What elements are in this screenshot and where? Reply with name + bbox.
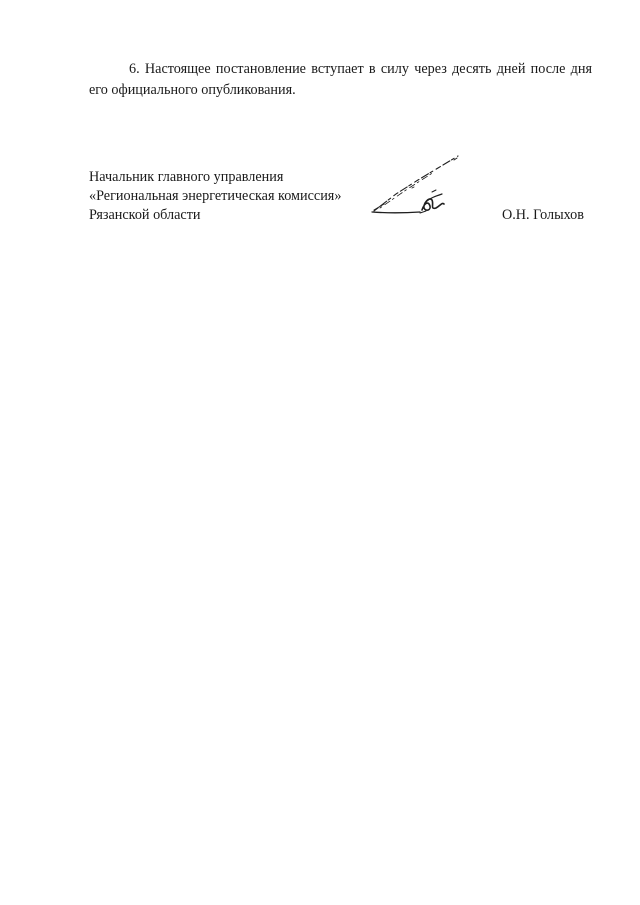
position-line-3: Рязанской области xyxy=(89,207,201,223)
position-line-2: «Региональная энергетическая комиссия» xyxy=(89,188,342,204)
signatory-name: О.Н. Голыхов xyxy=(502,207,584,223)
position-line-1: Начальник главного управления xyxy=(89,169,284,185)
signatory-position xyxy=(89,168,341,225)
paragraph-6: 6. Настоящее постановление вступает в силу через десять дней после дня его официального опубликования. xyxy=(89,61,592,98)
handwritten-signature-icon xyxy=(366,150,466,226)
